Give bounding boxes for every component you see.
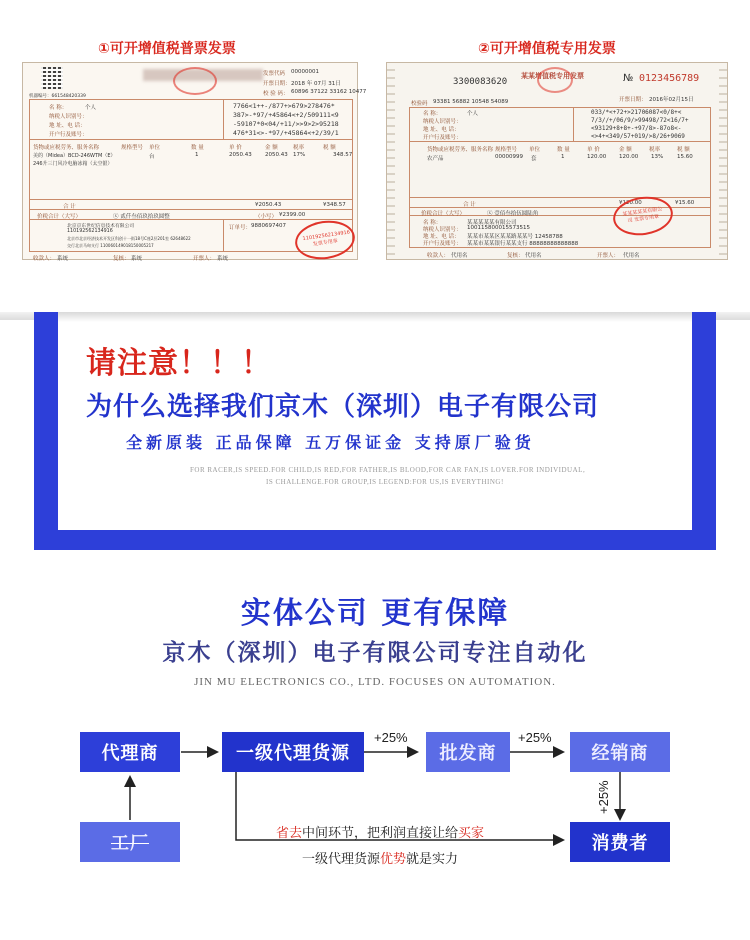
seller-tax-id: 110192562134916 [67, 229, 113, 234]
issuer-value: 系统 [217, 256, 229, 262]
review-value: 系统 [131, 256, 143, 262]
notice-english-line-2: IS CHALLENGE.FOR GROUP,IS LEGEND:FOR US,IS EVERYTHING! [266, 478, 504, 486]
guarantee-slogan: 全新原装 正品保障 五万保证金 支持原厂验货 [126, 433, 535, 452]
special-grand-label: 价税合计（大写） [421, 211, 466, 217]
special-buyer-bank-label: 开户行及账号： [423, 135, 462, 141]
item-unit: 台 [149, 154, 155, 160]
machine-number: 机器编号：661548420339 [29, 94, 86, 99]
special-cipher-2: 7/3//+/06/9/>99498/72<16/7+ [591, 117, 689, 124]
markup-label-1: +25% [374, 730, 408, 745]
total-tax: ¥348.57 [323, 202, 346, 208]
why-choose-us-heading: 为什么选择我们京木（深圳）电子有限公司 [86, 392, 600, 422]
special-invoice-seal-icon: 某某某某某有限公司 发票专用章 [611, 193, 676, 239]
grand-total-value: ¥2399.00 [279, 212, 306, 218]
invoice-code-value: 00000001 [291, 69, 319, 75]
payee-value: 系统 [57, 256, 69, 262]
flow-node-distributor: 经销商 [570, 732, 670, 772]
qr-code-icon [41, 67, 63, 89]
special-col-amount: 金 额 [619, 147, 632, 153]
invoice-seal-icon: 110192562134916 发票专用章 [293, 217, 358, 263]
special-grand-words: ⓧ 壹佰叁拾伍圆陆角 [487, 211, 539, 217]
special-seller-tax: 100115800015573515 [467, 225, 530, 231]
flow-node-factory: 工厂 [80, 822, 180, 862]
special-item-spec: 00000999 [495, 154, 523, 160]
seller-bank: 交行北京马甸支行 110060149018150005217 [67, 243, 154, 248]
special-seller-addr: 某某市某某区某某路某某号 12458788 [467, 234, 563, 240]
issuer-label: 开票人： [193, 256, 216, 262]
special-buyer-tax-label: 纳税人识别号： [423, 119, 462, 125]
flow-node-first-agent: 一级代理货源 [222, 732, 364, 772]
special-item-desc: 农产品 [427, 156, 444, 162]
special-col-rate: 税率 [649, 147, 661, 153]
notice-english-line-1: FOR RACER,IS SPEED.FOR CHILD,IS RED,FOR FATHER,IS BLOOD,FOR CAR FAN,IS LOVER.FOR INDIVIDUAL, [190, 466, 586, 474]
special-buyer-addr-label: 地 址、电 话： [423, 127, 460, 133]
cipher-line-3: -59107*0<04/+11/>>9>2>95218 [233, 120, 339, 128]
special-payee-label: 收款人： [427, 253, 450, 259]
special-payee-value: 代用名 [451, 253, 468, 259]
special-total-tax: ¥15.60 [675, 200, 695, 206]
grand-total-words: ⓧ 贰仟叁佰玖拾玖圆整 [113, 214, 170, 220]
special-invoice-caption: ②可开增值税专用发票 [478, 41, 616, 57]
col-qty: 数 量 [191, 145, 204, 151]
special-col-goods: 货物或应税劳务、服务名称 [427, 147, 494, 153]
special-total-amount: ¥120.00 [619, 200, 642, 206]
top-seal-icon [173, 67, 217, 95]
special-cipher-1: 033/*<+72+>21706087<0/8+< [591, 109, 682, 116]
buyer-name-label: 名 称： [49, 105, 68, 111]
order-label: 订单号： [229, 225, 252, 231]
grand-total-label: 价税合计（大写） [37, 214, 82, 220]
special-item-qty: 1 [561, 154, 565, 160]
check-code-label: 校 验 码： [263, 91, 289, 97]
payee-label: 收款人： [33, 256, 56, 262]
grand-small-label: （小写） [255, 214, 278, 220]
company-guarantee-title: 实体公司 更有保障 [240, 596, 510, 631]
special-issuer-value: 代用名 [623, 253, 640, 259]
cipher-line-4: 476*31<>-*97/+45864<+2/39/1 [233, 129, 339, 137]
special-seller-bank-label: 开户行及账号： [423, 241, 462, 247]
item-qty: 1 [195, 152, 199, 158]
item-tax: 348.57 [333, 152, 353, 158]
special-review-label: 复核： [507, 253, 524, 259]
item-description: 美的（Midea）BCD-246WTM（E）246升三门风冷电脑冰箱（太空银） [33, 153, 116, 167]
col-spec: 规格型号 [121, 145, 144, 151]
special-buyer-name: 个人 [467, 111, 479, 117]
company-english-subtitle: JIN MU ELECTRONICS CO., LTD. FOCUSES ON AUTOMATION. [194, 676, 556, 688]
special-item-price: 120.00 [587, 154, 607, 160]
col-unit: 单位 [149, 145, 161, 151]
markup-label-2: +25% [518, 730, 552, 745]
special-no-label: № [623, 73, 634, 84]
special-serial: 3300083620 [453, 77, 508, 87]
col-goods: 货物或应税劳务、服务名称 [33, 145, 100, 151]
special-seller-name: 某某某某某有限公司 [467, 220, 517, 226]
invoice-date-label: 开票日期： [263, 81, 291, 87]
special-no-value: 0123456789 [639, 73, 700, 84]
seller-address: 北京市北京经济技术开发区科创十一街18号C座2层201室 62648622 [67, 236, 191, 241]
col-rate: 税率 [293, 145, 305, 151]
special-seller-addr-label: 地 址、电 话： [423, 234, 460, 240]
item-rate: 17% [293, 152, 306, 158]
ordinary-invoice-image [22, 62, 367, 262]
flow-note-line-1: 省去中间环节，把利润直接让给买家 [276, 826, 485, 841]
notice-heading: 请注意！！！ [86, 346, 272, 381]
flow-note-line-2: 一级代理货源优势就是实力 [302, 852, 459, 867]
flow-node-wholesaler: 批发商 [426, 732, 510, 772]
buyer-addr-label: 地 址、电 话： [49, 123, 86, 129]
special-date-label: 开票日期： [619, 97, 647, 103]
special-buyer-name-label: 名 称： [423, 111, 442, 117]
buyer-tax-label: 纳税人识别号： [49, 114, 88, 120]
col-tax: 税 额 [323, 145, 336, 151]
special-col-qty: 数 量 [557, 147, 570, 153]
special-title: 某某增值税专用发票 [521, 72, 584, 80]
special-item-tax: 15.60 [677, 154, 693, 160]
flow-node-agent: 代理商 [80, 732, 180, 772]
company-subtitle: 京木（深圳）电子有限公司专注自动化 [162, 640, 588, 666]
item-amount: 2050.43 [265, 152, 288, 158]
special-cipher-4: <>4+<349/57+019/>8/26+9069 [591, 133, 685, 140]
special-item-amount: 120.00 [619, 154, 639, 160]
invoice-code-label: 发票代码 [263, 71, 286, 77]
special-item-rate: 13% [651, 154, 664, 160]
review-label: 复核： [113, 256, 130, 262]
special-seller-tax-label: 纳税人识别号： [423, 227, 462, 233]
col-amount: 金 额 [265, 145, 278, 151]
buyer-bank-label: 开户行及账号： [49, 132, 88, 138]
total-label: 合 计 [63, 204, 76, 210]
total-amount: ¥2050.43 [255, 202, 282, 208]
cipher-line-1: 7766<1++-/877+>679>278476* [233, 102, 335, 110]
special-date-value: 2016年02月15日 [649, 97, 694, 103]
special-col-tax: 税 额 [677, 147, 690, 153]
special-check-value: 93381 56882 10548 54089 [433, 99, 509, 105]
seller-name: 北京京东世纪信息技术有限公司 [67, 224, 135, 229]
special-seller-name-label: 名 称： [423, 220, 442, 226]
special-check-label: 校验码 [411, 101, 428, 107]
col-price: 单 价 [229, 145, 242, 151]
check-code-value: 60896 37122 33162 10477 [291, 89, 367, 95]
special-total-label: 合 计 [463, 202, 476, 208]
special-item-unit: 套 [531, 156, 537, 162]
buyer-name-value: 个人 [85, 105, 97, 111]
special-seller-bank: 某某市某某银行某某支行 88888888888888 [467, 241, 579, 247]
special-col-price: 单 价 [587, 147, 600, 153]
cipher-line-2: 387>-*97/+45864<+2/509111<9 [233, 111, 339, 119]
item-price: 2050.43 [229, 152, 252, 158]
markup-label-3: +25% [596, 780, 611, 814]
special-invoice-image [386, 62, 728, 260]
order-value: 9880697407 [251, 223, 286, 229]
special-issuer-label: 开票人： [597, 253, 620, 259]
ordinary-invoice-caption: ①可开增值税普票发票 [98, 41, 236, 57]
special-cipher-3: <93129+8+8+-+97/8>-87o8<- [591, 125, 682, 132]
special-col-unit: 单位 [529, 147, 541, 153]
special-review-value: 代用名 [525, 253, 542, 259]
tax-bureau-seal-icon [537, 67, 573, 93]
flow-node-consumer: 消费者 [570, 822, 670, 862]
special-col-spec: 规格型号 [495, 147, 518, 153]
invoice-date-value: 2018 年 07月 31日 [291, 81, 341, 87]
